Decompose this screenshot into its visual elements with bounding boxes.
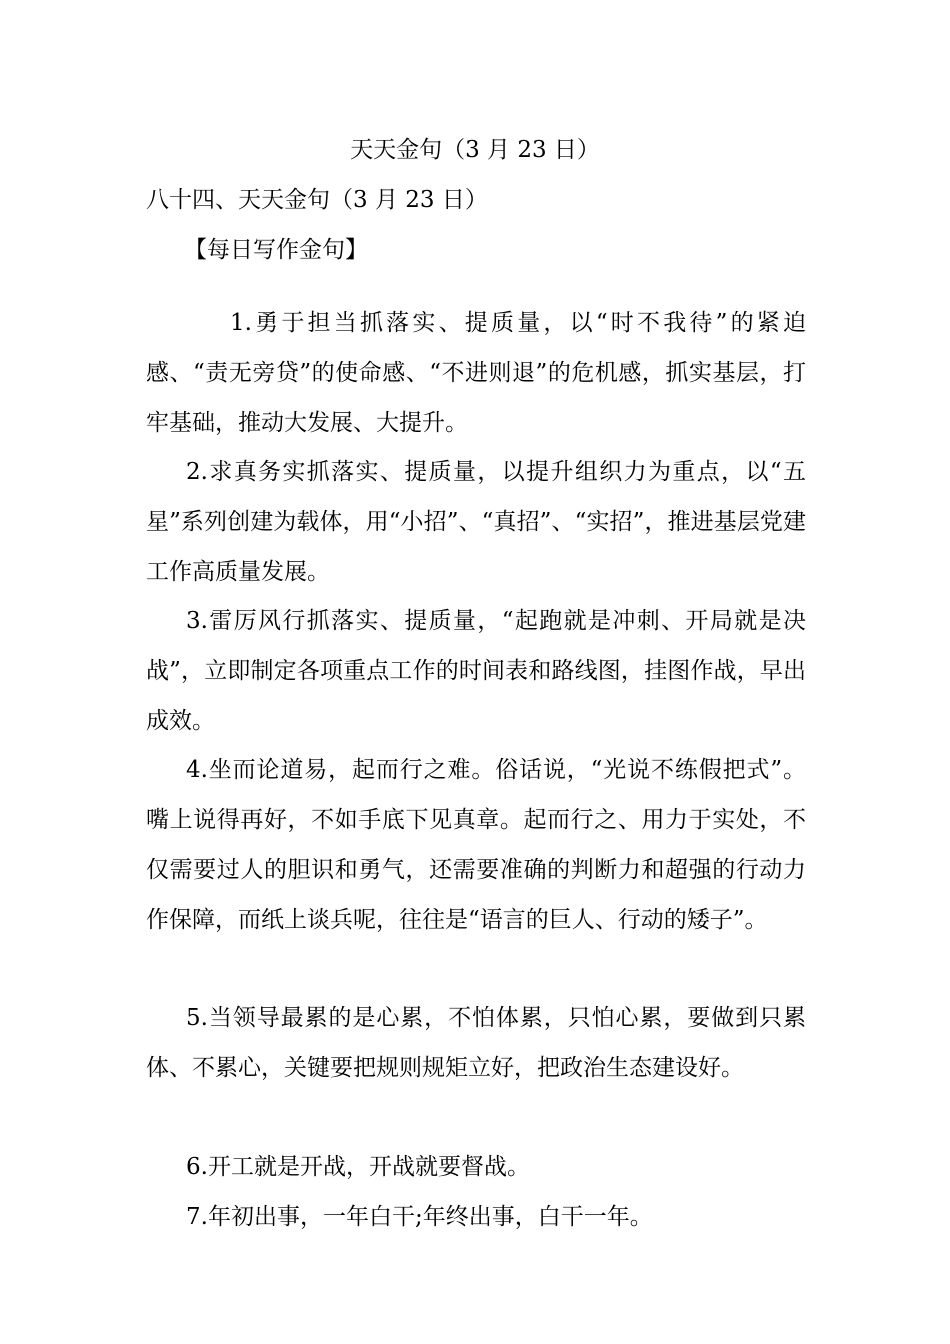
quote-item-7: 7.年初出事，一年白干;年终出事，白干一年。 (186, 1204, 653, 1230)
section-label: 【每日写作金句】 (184, 237, 368, 263)
document-title-text: 天天金句（3 月 23 日） (350, 137, 600, 163)
quote-item-3: 3.雷厉风行抓落实、提质量，“起跑就是冲刺、开局就是决战”，立即制定各项重点工作的时间表和路线图，挂图作战，早出成效。 (146, 608, 806, 734)
document-title (0, 132, 950, 168)
quote-item-2: 2.求真务实抓落实、提质量，以提升组织力为重点，以“五星”系列创建为载体，用“小招”、“真招”、“实招”，推进基层党建工作高质量发展。 (146, 459, 806, 585)
quote-item-4: 4.坐而论道易，起而行之难。俗话说，“光说不练假把式”。嘴上说得再好，不如手底下见真章。起而行之、用力于实处，不仅需要过人的胆识和勇气，还需要准确的判断力和超强的行动力作保障，而纸上谈兵呢，往往是“语言的巨人、行动的矮子”。 (146, 757, 806, 933)
quote-item-5: 5.当领导最累的是心累，不怕体累，只怕心累，要做到只累体、不累心，关键要把规则规矩立好，把政治生态建设好。 (146, 1005, 806, 1081)
quote-item-1: 1.勇于担当抓落实、提质量，以“时不我待”的紧迫感、“责无旁贷”的使命感、“不进则退”的危机感，抓实基层，打牢基础，推动大发展、大提升。 (146, 310, 806, 436)
quote-item-6: 6.开工就是开战，开战就要督战。 (186, 1154, 530, 1180)
section-heading: 八十四、天天金句（3 月 23 日） (146, 187, 488, 213)
